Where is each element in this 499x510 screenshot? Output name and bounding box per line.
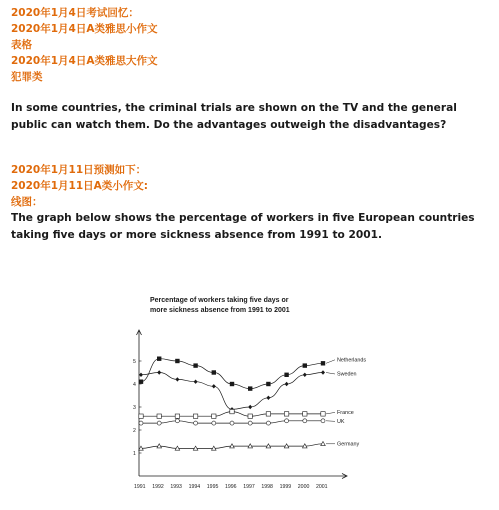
x-tick-label: 1992 xyxy=(152,484,164,490)
y-tick-label: 1 xyxy=(133,451,136,457)
point-marker xyxy=(157,421,161,425)
series-label-uk: UK xyxy=(337,418,345,425)
x-tick-label: 1999 xyxy=(279,484,292,490)
series-label-leader-sweden xyxy=(326,373,335,375)
chart-task-text: The graph below shows the percentage of workers in five European countries taking five days or more sickness absence from 1991 to 2001. xyxy=(11,212,475,241)
point-marker xyxy=(303,419,307,423)
heading-small-essay-type: 表格 xyxy=(11,39,32,51)
series-label-netherlands: Netherlands xyxy=(337,357,367,364)
point-marker xyxy=(321,412,325,416)
x-tick-label: 2000 xyxy=(297,484,310,490)
point-marker xyxy=(284,412,288,416)
point-marker xyxy=(157,414,161,418)
heading-big-essay: 2020年1月4日A类雅思大作文 xyxy=(11,55,158,67)
point-marker xyxy=(321,419,325,423)
point-marker xyxy=(266,421,270,425)
point-marker xyxy=(303,373,307,377)
point-marker xyxy=(303,363,307,367)
y-tick-label: 3 xyxy=(133,405,136,411)
heading-small-essay: 2020年1月4日A类雅思小作文 xyxy=(11,23,158,35)
point-marker xyxy=(266,396,270,400)
series-france xyxy=(139,409,354,418)
heading-exam-recall: 2020年1月4日考试回忆： xyxy=(11,7,139,19)
point-marker xyxy=(285,419,289,423)
chart-series xyxy=(139,357,367,451)
exam-recall-headings xyxy=(11,5,491,85)
point-marker xyxy=(285,382,289,386)
heading-forecast: 2020年1月11日预测如下： xyxy=(11,164,147,176)
heading-forecast-small-essay: 2020年1月11日A类小作文: xyxy=(11,180,148,192)
point-marker xyxy=(248,386,252,390)
point-marker xyxy=(139,373,143,377)
point-marker xyxy=(157,357,161,361)
series-label-france: France xyxy=(337,409,354,416)
x-tick-label: 1995 xyxy=(206,484,219,490)
point-marker xyxy=(212,414,216,418)
point-marker xyxy=(230,409,234,413)
point-marker xyxy=(212,384,216,388)
x-tick-label: 1998 xyxy=(261,484,273,490)
point-marker xyxy=(175,419,179,423)
point-marker xyxy=(139,414,143,418)
point-marker xyxy=(139,421,143,425)
point-marker xyxy=(194,380,198,384)
point-marker xyxy=(230,382,234,386)
chart-axes xyxy=(133,330,347,490)
point-marker xyxy=(193,363,197,367)
series-line-sweden xyxy=(141,373,323,410)
x-tick-label: 2001 xyxy=(316,484,328,490)
y-tick-label: 4 xyxy=(133,382,136,388)
point-marker xyxy=(248,405,252,409)
sickness-absence-line-chart xyxy=(125,290,395,500)
series-germany xyxy=(139,441,360,450)
point-marker xyxy=(175,359,179,363)
point-marker xyxy=(284,373,288,377)
point-marker xyxy=(248,421,252,425)
chart-title-line-2: more sickness absence from 1991 to 2001 xyxy=(150,307,290,314)
y-tick-label: 5 xyxy=(133,359,136,365)
heading-big-essay-type: 犯罪类 xyxy=(11,71,43,83)
x-tick-label: 1993 xyxy=(170,484,182,490)
x-tick-label: 1996 xyxy=(225,484,237,490)
point-marker xyxy=(175,414,179,418)
x-tick-label: 1991 xyxy=(134,484,146,490)
point-marker xyxy=(139,380,143,384)
point-marker xyxy=(193,414,197,418)
series-uk xyxy=(139,419,345,425)
point-marker xyxy=(266,412,270,416)
series-label-leader-netherlands xyxy=(326,360,335,364)
heading-line-chart: 线图： xyxy=(11,196,43,208)
point-marker xyxy=(212,421,216,425)
y-tick-label: 2 xyxy=(133,428,136,434)
point-marker xyxy=(321,361,325,365)
point-marker xyxy=(157,370,161,374)
point-marker xyxy=(194,421,198,425)
essay-task-text: In some countries, the criminal trials are shown on the TV and the general public can watch them. Do the advantages outweigh the disadvantages? xyxy=(11,102,457,131)
point-marker xyxy=(248,414,252,418)
series-label-leader-uk xyxy=(326,421,335,422)
point-marker xyxy=(303,412,307,416)
x-tick-label: 1997 xyxy=(243,484,255,490)
x-tick-label: 1994 xyxy=(188,484,201,490)
series-sweden xyxy=(139,370,356,411)
forecast-headings xyxy=(11,162,491,210)
series-label-leader-france xyxy=(326,412,335,414)
point-marker xyxy=(266,382,270,386)
series-label-sweden: Sweden xyxy=(337,371,357,378)
series-label-germany: Germany xyxy=(337,441,360,448)
point-marker xyxy=(321,370,325,374)
chart-title-line-1: Percentage of workers taking five days or xyxy=(150,297,289,304)
point-marker xyxy=(212,370,216,374)
point-marker xyxy=(230,421,234,425)
point-marker xyxy=(175,377,179,381)
